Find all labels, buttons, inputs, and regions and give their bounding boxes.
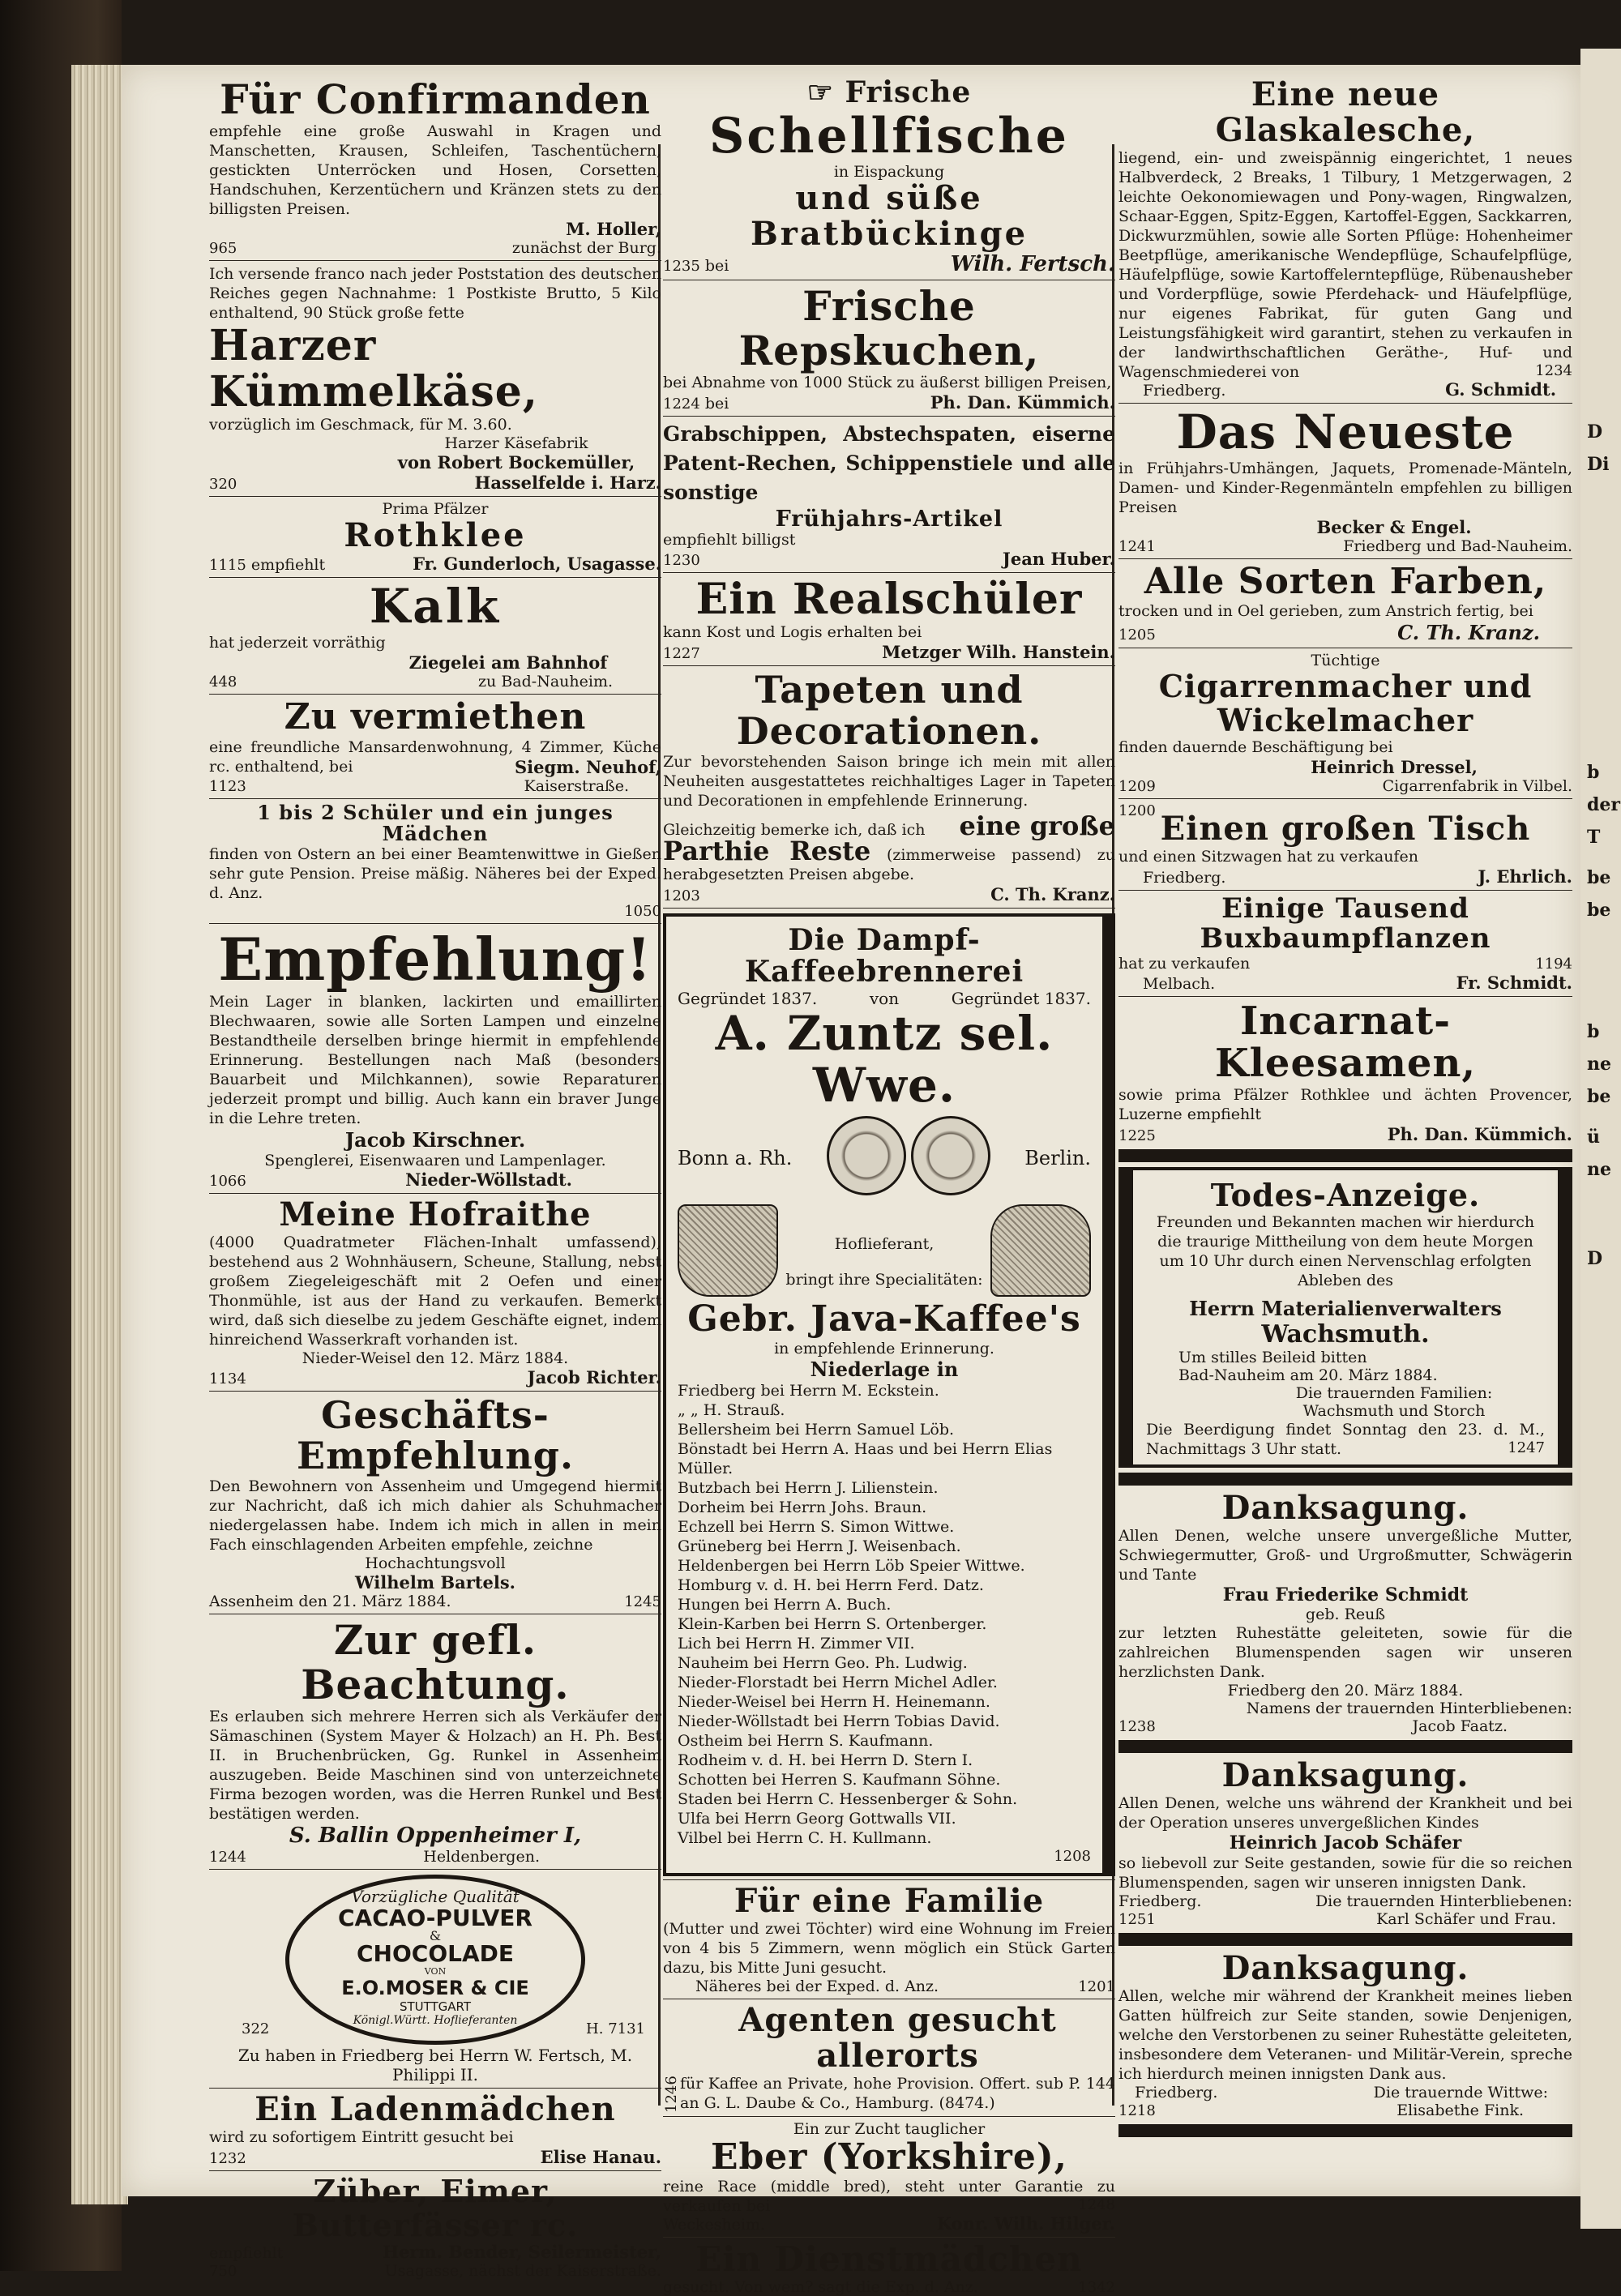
ad-address: Usagasse, nächst der Kaiserstraße. bbox=[384, 2262, 661, 2281]
ad-number-side: 1246 bbox=[663, 2076, 680, 2113]
ad-purveyor: Hoflieferant, bbox=[834, 1235, 935, 1254]
ad-von: von bbox=[869, 988, 900, 1008]
ad-schueler bbox=[209, 802, 661, 921]
ad-number-2: H. 7131 bbox=[586, 2020, 645, 2037]
next-page-letter: ü bbox=[1587, 1127, 1600, 1148]
ad-ladenmaedchen bbox=[209, 2089, 661, 2167]
ad-body: Grabschippen, Abstechspaten, eiserne Patent-Rechen, Schippenstiele und alle sonstige bbox=[663, 421, 1115, 504]
ad-number: 1247 bbox=[1508, 1439, 1545, 1456]
ad-number: 1235 bbox=[663, 257, 700, 275]
ad-number: 1244 bbox=[209, 1848, 246, 1866]
ad-title: Einige Tausend Buxbaumpflanzen bbox=[1200, 891, 1491, 956]
cacao-logo-oval bbox=[285, 1875, 585, 2045]
depot-list-item: Ulfa bei Herrn Georg Gottwalls VII. bbox=[678, 1809, 956, 1828]
depot-list-item: Lich bei Herrn H. Zimmer VII. bbox=[678, 1634, 915, 1653]
ad-body: und einen Sitzwagen hat zu verkaufen bbox=[1118, 847, 1418, 866]
ad-product: Gebr. Java-Kaffee's bbox=[687, 1298, 1081, 1340]
ad-company: Harzer Käsefabrik bbox=[444, 434, 588, 453]
depot-list-item: Nieder-Florstadt bei Herrn Michel Adler. bbox=[678, 1673, 998, 1691]
ad-signature: Ph. Dan. Kümmich. bbox=[1387, 1124, 1572, 1145]
ad-family-label: Die trauernden Hinterbliebenen: bbox=[1315, 1892, 1572, 1910]
oval-city: STUTTGART bbox=[399, 1999, 472, 2014]
column-3 bbox=[1118, 77, 1572, 2142]
ad-signature: Wilh. Fertsch. bbox=[950, 251, 1115, 276]
oval-von: VON bbox=[424, 1965, 447, 1977]
depot-list-item: Hungen bei Herrn A. Buch. bbox=[678, 1595, 892, 1614]
ad-signature: von Robert Bockemüller, bbox=[397, 452, 635, 473]
ad-title: Danksagung. bbox=[1221, 1488, 1469, 1527]
ad-title: Cigarrenmacher und Wickelmacher bbox=[1158, 668, 1533, 738]
ad-prep: bei bbox=[704, 394, 729, 413]
ad-body: hat jederzeit vorräthig bbox=[209, 634, 386, 652]
ad-title: Eine neue Glaskalesche, bbox=[1215, 75, 1476, 149]
ad-neueste bbox=[1118, 404, 1572, 555]
ad-title: Empfehlung! bbox=[218, 925, 652, 994]
ad-place: Friedberg. bbox=[1143, 382, 1226, 400]
ad-signature: G. Schmidt. bbox=[1445, 379, 1556, 400]
ad-dateline: Nieder-Weisel den 12. März 1884. bbox=[302, 1349, 569, 1367]
ad-number: 965 bbox=[209, 240, 237, 257]
ad-number: 1225 bbox=[1118, 1127, 1156, 1145]
ad-number: 1232 bbox=[209, 2149, 246, 2167]
ad-signature: C. Th. Kranz. bbox=[990, 883, 1115, 904]
ad-address: zunächst der Burg. bbox=[511, 239, 661, 257]
ad-vermiethen bbox=[209, 698, 661, 794]
ad-body-2: so liebevoll zur Seite gestanden, sowie für die so reichen Blumenspenden, sagen wir unseren innigsten Dank. bbox=[1118, 1853, 1572, 1892]
depot-list bbox=[678, 1381, 1091, 1848]
ad-business: Spenglerei, Eisenwaaren und Lampenlager. bbox=[264, 1151, 606, 1169]
ad-body: empfehle eine große Auswahl in Kragen und Manschetten, Krausen, Schleifen, Taschentüchern, gestickten Unterröcken und Hosen, Corsetten, Handschuhen, Kerzentüchern und Kränzen stets zu den billigsten Preisen. bbox=[209, 122, 661, 218]
ad-signature: Karl Schäfer und Frau. bbox=[1376, 1909, 1556, 1928]
ad-familie bbox=[663, 1883, 1115, 1995]
ad-recommend: in empfehlende Erinnerung. bbox=[774, 1339, 994, 1358]
ad-body: Es erlauben sich mehrere Herren sich als Verkäufer der Sämaschinen (System Mayer & Holzach) an H. Ph. Best II. in Bruchenbrücken, Gg. Runkel in Assenheim auszugeben. Beide Maschinen sind von unterzeichnete Firma bezogen worden, was die Herren Runkel und Best bestätigen werden. bbox=[209, 1707, 661, 1823]
ad-signature: Jacob Faatz. bbox=[1412, 1717, 1508, 1735]
ad-depots-heading: Niederlage in bbox=[810, 1357, 959, 1381]
depot-list-item: Dorheim bei Herrn Johs. Braun. bbox=[678, 1498, 927, 1516]
ad-intro: Tüchtige bbox=[1311, 652, 1380, 670]
ad-number: 1200 bbox=[1118, 802, 1156, 819]
ad-family-label: Die trauernde Wittwe: bbox=[1373, 2083, 1548, 2101]
ad-body: liegend, ein- und zweispännig eingerichtet, 1 neues Halbverdeck, 2 Breaks, 1 Tilbury, 1 Metzgerwagen, 2 leichte Oekonomiewagen und Pony-wagen, Ringwalzen, Schaar-Eggen, Spitz-Eggen, Kartoffel-Eggen, Sackkarren, Dickwurzmühlen, sowie alle Sorten Pflüge: Hohenheimer Beetpflüge, amerikanische Wendepflüge, Schaufelpflüge, Häufelpflüge, sowie Kartoffelerntepflüge, Rübenausheber und Vorderpflüge, sowie Pferdehack- und Häufelpflüge, nur eigenes Fabrikat, für guten Gang und Leistungsfähigkeit wird garantirt, stehen zu verkaufen in der landwirthschaftlichen Geräthe-, Huf- und Wagenschmiederei von bbox=[1118, 149, 1572, 381]
ad-place: Friedberg. bbox=[1135, 2083, 1218, 2101]
ad-title: Züber, Eimer, Butterfässer rc. bbox=[292, 2172, 579, 2243]
ad-number: 1238 bbox=[1118, 1717, 1156, 1735]
ad-number: 1194 bbox=[1535, 955, 1572, 973]
ad-body: gesucht. Von wem? sagt die Exp. d. Anz. bbox=[663, 2278, 978, 2296]
ad-signature: C. Th. Kranz. bbox=[1397, 621, 1540, 645]
ad-body-3: (zimmerweise passend) zu herabgesetzten Preisen abgebe. bbox=[663, 845, 1116, 883]
ad-family-label: Namens der trauernden Hinterbliebenen: bbox=[1246, 1699, 1572, 1717]
oval-chocolade: CHOCOLADE bbox=[356, 1939, 515, 1967]
ad-title: Kalk bbox=[369, 579, 502, 635]
ad-body: finden dauernde Beschäftigung bei bbox=[1118, 738, 1393, 756]
ad-tapeten bbox=[663, 669, 1115, 904]
ad-schellfische bbox=[663, 77, 1115, 276]
ad-title: Die Dampf-Kaffeebrennerei bbox=[744, 922, 1024, 990]
ad-intro: Ein zur Zucht tauglicher bbox=[793, 2119, 986, 2138]
ad-closing: Hochachtungsvoll bbox=[365, 1554, 506, 1572]
ad-info: Näheres bei der Exped. d. Anz. bbox=[695, 1977, 939, 1995]
depot-list-item: Nieder-Wöllstadt bei Herrn Tobias David. bbox=[678, 1712, 1000, 1730]
ad-cacao bbox=[209, 1875, 661, 2084]
ad-number: 1205 bbox=[1118, 626, 1156, 644]
ad-signature: Ph. Dan. Kümmich. bbox=[930, 391, 1115, 413]
ad-highlight-2: Parthie Reste bbox=[663, 835, 871, 866]
ad-body: in Frühjahrs-Umhängen, Jaquets, Promenade-Mänteln, Damen- und Kinder-Regenmänteln empfehlen zu billigen Preisen bbox=[1118, 459, 1572, 516]
ad-intro: Prima Pfälzer bbox=[382, 500, 489, 519]
ad-title: Zu vermiethen bbox=[284, 696, 587, 738]
next-page-letter: D bbox=[1587, 421, 1603, 443]
deceased-born: geb. Reuß bbox=[1305, 1605, 1386, 1623]
depot-list-item: Nauheim bei Herrn Geo. Ph. Ludwig. bbox=[678, 1653, 968, 1672]
ad-hofraithe bbox=[209, 1197, 661, 1387]
depot-list-item: Bellersheim bei Herrn Samuel Löb. bbox=[678, 1420, 955, 1439]
ad-address: Heldenbergen. bbox=[423, 1847, 540, 1866]
ad-number: 1241 bbox=[1118, 537, 1156, 555]
ad-danksagung-1 bbox=[1118, 1490, 1572, 1735]
ad-glaskalesche bbox=[1118, 77, 1572, 400]
ad-number: 448 bbox=[209, 673, 237, 691]
ad-verb: empfiehlt billigst bbox=[663, 531, 796, 549]
next-page-letter: b bbox=[1587, 762, 1600, 783]
ad-title: Incarnat-Kleesamen, bbox=[1214, 998, 1477, 1087]
ad-title: Eber (Yorkshire), bbox=[710, 2136, 1067, 2178]
ad-brings: bringt ihre Specialitäten: bbox=[785, 1271, 983, 1289]
ad-zueber bbox=[209, 2174, 661, 2281]
ad-title: Agenten gesucht allerorts bbox=[738, 2000, 1057, 2075]
ad-signature: Jacob Richter. bbox=[527, 1366, 661, 1387]
ad-signature: Becker & Engel. bbox=[1316, 516, 1472, 537]
ad-signature: M. Holler, bbox=[566, 219, 661, 239]
ad-signature: Elise Hanau. bbox=[540, 2146, 661, 2167]
ad-family-label: Die trauernden Familien: bbox=[1295, 1383, 1493, 1402]
depot-list-item: Ostheim bei Herrn S. Kaufmann. bbox=[678, 1731, 934, 1750]
ad-body: hat zu verkaufen bbox=[1118, 954, 1251, 973]
next-page-letter: D bbox=[1587, 1248, 1603, 1269]
city-left: Bonn a. Rh. bbox=[678, 1146, 793, 1169]
depot-list-item: Homburg v. d. H. bei Herrn Ferd. Datz. bbox=[678, 1576, 984, 1594]
ad-number: 1227 bbox=[663, 645, 700, 663]
medal-icon bbox=[827, 1116, 906, 1195]
ad-intro: ☞ Frische bbox=[806, 75, 972, 109]
next-page-letter: be bbox=[1587, 900, 1611, 921]
ad-number: 750 bbox=[209, 2263, 237, 2281]
ad-intro: Ich versende franco nach jeder Poststation des deutschen Reiches gegen Nachnahme: 1 Postkiste Brutto, 5 Kilo enthaltend, 90 Stück große fette bbox=[209, 265, 661, 322]
deceased-name: Heinrich Jacob Schäfer bbox=[1229, 1832, 1462, 1853]
ad-title: Danksagung. bbox=[1221, 1755, 1469, 1794]
ad-eber bbox=[663, 2120, 1115, 2234]
deceased-name: Frau Friederike Schmidt bbox=[1222, 1584, 1469, 1605]
ad-buxbaum bbox=[1118, 891, 1572, 993]
next-page-letter: b bbox=[1587, 1021, 1600, 1042]
ad-body: für Kaffee an Private, hohe Provision. Offert. sub P. 144 an G. L. Daube & Co., Hamburg. (8474.) bbox=[680, 2074, 1115, 2112]
ad-body: Allen Denen, welche unsere unvergeßliche Mutter, Schwiegermutter, Groß- und Urgroßmutter, Schwägerin und Tante bbox=[1118, 1526, 1572, 1584]
ad-body: reine Race (middle bred), steht unter Garantie zu verkaufen bei bbox=[663, 2178, 1115, 2216]
ad-repskuchen bbox=[663, 281, 1115, 413]
ad-number: 322 bbox=[242, 2020, 270, 2037]
ad-place: Weckesheim. bbox=[663, 2216, 765, 2234]
ad-body: kann Kost und Logis erhalten bei bbox=[663, 623, 922, 642]
ad-title: Ein Ladenmädchen bbox=[254, 2089, 616, 2128]
ad-body: (Mutter und zwei Töchter) wird eine Wohnung im Freien von 4 bis 5 Zimmern, wenn möglich ein Stück Garten dazu, bis Mitte Juni gesucht. bbox=[663, 1919, 1115, 1977]
ad-address: zu Bad-Nauheim. bbox=[478, 673, 613, 691]
ad-number: 1224 bbox=[663, 395, 700, 413]
ad-body: Mein Lager in blanken, lackirten und emaillirten Blechwaaren, sowie alle Sorten Lampen und einzelne Bestandtheile derselben bringe hiermit in empfehlende Erinnerung. Bestellungen nach Maß (besonders Bauarbeit und Milchkannen), sowie Reparaturen jederzeit prompt und billig. Auch kann ein braver Junge in die Lehre treten. bbox=[209, 992, 661, 1127]
ad-title: Ein Dienstmädchen bbox=[695, 2239, 1083, 2280]
ad-signature: Jacob Kirschner. bbox=[344, 1127, 526, 1152]
ad-kalk bbox=[209, 581, 661, 691]
ad-signature: S. Ballin Oppenheimer I, bbox=[289, 1823, 582, 1848]
ad-number: 1342 bbox=[1078, 2279, 1115, 2296]
ad-rothklee bbox=[209, 500, 661, 574]
ad-empfehlung bbox=[209, 927, 661, 1189]
ad-number: 1218 bbox=[1118, 2101, 1156, 2119]
ad-body-2: zur letzten Ruhestätte geleiteten, sowie für die zahlreichen Blumenspenden sagen wir unseren herzlichsten Dank. bbox=[1118, 1623, 1572, 1681]
ad-title: Alle Sorten Farben, bbox=[1144, 560, 1547, 602]
ad-body: Allen Denen, welche uns während der Krankheit und bei der Operation unseres unvergeßlichen Kindes bbox=[1118, 1794, 1572, 1832]
depot-list-item: Klein-Karben bei Herrn S. Ortenberger. bbox=[678, 1614, 987, 1633]
ad-number: 1134 bbox=[209, 1370, 246, 1387]
depot-list-item: Schotten bei Herren S. Kaufmann Söhne. bbox=[678, 1770, 1001, 1789]
ad-signature: J. Ehrlich. bbox=[1478, 866, 1572, 887]
ad-title: Meine Hofraithe bbox=[279, 1195, 592, 1234]
ad-number: 1123 bbox=[209, 777, 246, 795]
ad-signature: Jean Huber. bbox=[1002, 549, 1115, 570]
ad-number: 1208 bbox=[1054, 1847, 1091, 1865]
ad-body: Allen, welche mir während der Krankheit meines lieben Gatten hülfreich zur Seite standen, sowie Denjenigen, welche den Verstorbenen zu seiner Ruhestätte geleiteten, insbesondere dem Veteranen- und Militär-Verein, spreche ich hierdurch meinen innigsten Dank aus. bbox=[1118, 1986, 1572, 2083]
ad-body: trocken und in Oel gerieben, zum Anstrich fertig, bei bbox=[1118, 602, 1533, 621]
ad-number: 1230 bbox=[663, 552, 700, 570]
ad-title: Frühjahrs-Artikel bbox=[775, 506, 1003, 532]
ad-signature: Fr. Gunderloch, Usagasse. bbox=[413, 554, 661, 575]
ad-title: Frische Repskuchen, bbox=[738, 281, 1040, 374]
ad-verb: empfiehlt bbox=[250, 556, 326, 575]
ad-danksagung-3 bbox=[1118, 1948, 1572, 2119]
next-page-letter: Di bbox=[1587, 454, 1610, 475]
ad-zuntz-kaffee bbox=[663, 913, 1115, 1876]
oval-cacao: CACAO-PULVER bbox=[338, 1904, 532, 1931]
founded-right: Gegründet 1837. bbox=[951, 988, 1091, 1008]
ad-body: (4000 Quadratmeter Flächen-Inhalt umfassend), bestehend aus 2 Wohnhäusern, Scheune, Stallung, nebst großem Ziegeleigeschäft mit 2 Oefen und einer Thonmühle, ist aus der Hand zu verkaufen. Bemerkt wird, daß sich dieselbe zu jedem Geschäfte eignet, indem hinreichend Wasserkraft vorhanden ist. bbox=[209, 1233, 661, 1349]
depot-list-item: Echzell bei Herrn S. Simon Wittwe. bbox=[678, 1517, 955, 1536]
ad-agenten bbox=[663, 2000, 1115, 2113]
ad-title: Rothklee bbox=[344, 516, 527, 555]
founded-left: Gegründet 1837. bbox=[678, 988, 818, 1008]
ad-title: Für eine Familie bbox=[734, 1881, 1045, 1920]
ad-farben bbox=[1118, 562, 1572, 644]
ad-body-2: Um stilles Beileid bitten bbox=[1178, 1348, 1367, 1366]
ad-body: finden von Ostern an bei einer Beamtenwittwe in Gießen sehr gute Pension. Preise mäßig. Näheres bei der Exped. d. Anz. bbox=[209, 845, 661, 903]
ad-signature: Herm. Bender, Seilermeister, bbox=[383, 2242, 661, 2263]
ad-title: Für Confirmanden bbox=[220, 75, 651, 123]
ad-signature: Fr. Schmidt. bbox=[1456, 972, 1572, 993]
crown-crest-icon bbox=[990, 1204, 1091, 1297]
ad-signature: Wachsmuth und Storch bbox=[1302, 1401, 1486, 1420]
ad-number: 1251 bbox=[1118, 1910, 1156, 1928]
next-page-strip bbox=[1580, 49, 1621, 2229]
ad-title: Einen großen Tisch bbox=[1160, 809, 1531, 848]
ad-title: 1 bis 2 Schüler und ein junges Mädchen bbox=[257, 800, 614, 845]
ad-highlight: eine große bbox=[959, 810, 1115, 841]
ad-signature: Metzger Wilh. Hanstein. bbox=[882, 642, 1115, 663]
ad-number: 1115 bbox=[209, 557, 246, 575]
ad-address: Nieder-Wöllstadt. bbox=[405, 1169, 572, 1190]
next-page-letter: T bbox=[1587, 827, 1601, 848]
ad-footer: Zu haben in Friedberg bei Herrn W. Fertsch, M. Philippi II. bbox=[237, 2045, 633, 2084]
ad-title: Harzer Kümmelkäse, bbox=[209, 321, 538, 417]
ad-body: bei Abnahme von 1000 Stück zu äußerst billigen Preisen, bbox=[663, 373, 1112, 391]
ad-signature: Heinrich Dressel, bbox=[1311, 756, 1478, 777]
ad-signature: Konr. Wilh. Hilger. bbox=[936, 2213, 1115, 2234]
depot-list-item: Staden bei Herrn C. Hessenberger & Sohn. bbox=[678, 1789, 1018, 1808]
oval-firm: E.O.MOSER & CIE bbox=[341, 1976, 529, 1999]
depot-list-item: Bönstadt bei Herrn A. Haas und bei Herrn Elias Müller. bbox=[678, 1439, 1053, 1477]
ad-grabschippen bbox=[663, 420, 1115, 570]
oval-bottom: Königl.Württ. Hoflieferanten bbox=[353, 2013, 518, 2027]
ad-subtitle: in Eispackung bbox=[833, 162, 945, 181]
coat-of-arms-icon bbox=[678, 1204, 778, 1297]
ad-confirmanden bbox=[209, 77, 661, 257]
ad-body: Den Bewohnern von Assenheim und Umgegend hiermit zur Nachricht, daß ich mich dahier als Schuhmacher niedergelassen habe. Indem ich mich in allen in mein Fach einschlagenden Arbeiten empfehle, zeichne bbox=[209, 1477, 661, 1554]
ad-body: Freunden und Bekannten machen wir hierdurch die traurige Mittheilung von dem heute Morgen um 10 Uhr durch einen Nervenschlag erfolgten Ableben des bbox=[1156, 1212, 1535, 1289]
ad-title: Ein Realschüler bbox=[695, 575, 1083, 625]
depot-list-item: Heldenbergen bei Herrn Löb Speier Wittwe. bbox=[678, 1556, 1025, 1575]
ad-title: Todes-Anzeige. bbox=[1210, 1177, 1481, 1214]
depot-list-item: „ „ H. Strauß. bbox=[678, 1400, 785, 1419]
ad-dienstmaedchen bbox=[663, 2241, 1115, 2296]
ad-address: Kaiserstraße. bbox=[524, 776, 629, 795]
ad-place: Melbach. bbox=[1143, 974, 1216, 993]
ad-address: Hasselfelde i. Harz. bbox=[474, 472, 661, 494]
deceased-title: Herrn Materialienverwalters bbox=[1189, 1296, 1502, 1320]
ad-tisch bbox=[1118, 802, 1572, 887]
ad-signature: Ziegelei am Bahnhof bbox=[408, 652, 608, 673]
ad-place: Friedberg. bbox=[1143, 868, 1226, 887]
ad-firm: A. Zuntz sel. Wwe. bbox=[715, 1005, 1054, 1113]
ad-body: eine freundliche Mansardenwohnung, 4 Zimmer, Küche rc. enthaltend, bei bbox=[209, 738, 661, 776]
next-page-letter: be bbox=[1587, 1086, 1611, 1107]
depot-list-item: Friedberg bei Herrn M. Eckstein. bbox=[678, 1381, 939, 1400]
ad-number: 1234 bbox=[1535, 362, 1572, 379]
next-page-letter: der bbox=[1587, 794, 1620, 815]
column-2 bbox=[663, 77, 1115, 2296]
depot-list-item: Grüneberg bei Herrn J. Weisenbach. bbox=[678, 1537, 961, 1555]
ad-prep: bei bbox=[704, 256, 729, 275]
ad-address: Friedberg und Bad-Nauheim. bbox=[1343, 537, 1572, 555]
ad-title: Zur gefl. Beachtung. bbox=[301, 1615, 570, 1708]
ad-danksagung-2 bbox=[1118, 1755, 1572, 1928]
ad-body-2: Gleichzeitig bemerke ich, daß ich bbox=[663, 820, 926, 839]
deceased-name: Wachsmuth. bbox=[1261, 1319, 1430, 1349]
ad-verb: empfiehlt bbox=[209, 2244, 284, 2263]
ad-todesanzeige bbox=[1118, 1167, 1572, 1468]
ad-body: wird zu sofortigem Eintritt gesucht bei bbox=[209, 2127, 514, 2146]
ad-title: Schellfische bbox=[709, 107, 1069, 165]
next-page-letter: ne bbox=[1587, 1054, 1611, 1075]
depot-list-item: Nieder-Weisel bei Herrn H. Heinemann. bbox=[678, 1692, 990, 1711]
ad-geschaefts-empfehlung bbox=[209, 1392, 661, 1610]
next-page-letter: ne bbox=[1587, 1159, 1611, 1180]
ad-title: Das Neueste bbox=[1176, 404, 1515, 460]
ad-number: 1066 bbox=[209, 1172, 246, 1190]
ad-body: sowie prima Pfälzer Rothklee und ächten Provencer, Luzerne empfiehlt bbox=[1118, 1086, 1572, 1124]
ad-number: 1050 bbox=[624, 903, 661, 921]
ad-number: 1201 bbox=[1078, 1977, 1115, 1995]
ad-number: 1248 bbox=[1078, 2196, 1115, 2214]
ad-realschueler bbox=[663, 576, 1115, 662]
depot-list-item: Butzbach bei Herrn J. Lilienstein. bbox=[678, 1478, 939, 1497]
ad-number: 1245 bbox=[624, 1593, 661, 1610]
ad-beachtung bbox=[209, 1615, 661, 1866]
ad-dateline: Bad-Nauheim am 20. März 1884. bbox=[1178, 1366, 1438, 1384]
ad-funeral: Die Beerdigung findet Sonntag den 23. d. M., Nachmittags 3 Uhr statt. bbox=[1146, 1420, 1545, 1458]
ad-address: Cigarrenfabrik in Vilbel. bbox=[1382, 776, 1572, 795]
ad-body: vorzüglich im Geschmack, für M. 3.60. bbox=[209, 416, 512, 434]
ad-number: 1203 bbox=[663, 887, 700, 904]
ad-title: Tapeten und Decorationen. bbox=[736, 668, 1042, 754]
ad-signature: Elisabethe Fink. bbox=[1396, 2101, 1524, 2119]
depot-list-item: Vilbel bei Herrn C. H. Kullmann. bbox=[678, 1828, 932, 1847]
next-page-letter: be bbox=[1587, 867, 1611, 888]
depot-list-item: Rodheim v. d. H. bei Herrn D. Stern I. bbox=[678, 1751, 973, 1769]
ad-number: 320 bbox=[209, 476, 237, 494]
oval-amp: & bbox=[429, 1927, 442, 1943]
ad-signature: Siegm. Neuhof, bbox=[514, 756, 661, 777]
ad-title: Geschäfts-Empfehlung. bbox=[297, 1392, 574, 1478]
ad-place: Friedberg. bbox=[1118, 1892, 1202, 1910]
ad-signature: Wilhelm Bartels. bbox=[355, 1571, 515, 1593]
ad-number: 1209 bbox=[1118, 777, 1156, 795]
medal-icon bbox=[911, 1116, 990, 1195]
oval-top: Vorzügliche Qualität bbox=[351, 1886, 520, 1906]
ad-title: Danksagung. bbox=[1221, 1948, 1469, 1987]
ad-body: Zur bevorstehenden Saison bringe ich mein mit allen Neuheiten ausgestattetes reichhaltiges Lager in Tapeten und Decorationen in empfehlende Erinnerung. bbox=[663, 752, 1115, 810]
ad-dateline: Friedberg den 20. März 1884. bbox=[1227, 1681, 1464, 1700]
ad-kuemmelkaese bbox=[209, 264, 661, 493]
ad-kleesamen bbox=[1118, 1000, 1572, 1145]
column-1 bbox=[209, 77, 661, 2280]
ad-cigarrenmacher bbox=[1118, 652, 1572, 795]
ad-dateline: Assenheim den 21. März 1884. bbox=[209, 1592, 451, 1610]
page-edges bbox=[71, 65, 128, 2204]
city-right: Berlin. bbox=[1024, 1146, 1091, 1169]
ad-title-2: und süße Bratbückinge bbox=[750, 178, 1029, 253]
